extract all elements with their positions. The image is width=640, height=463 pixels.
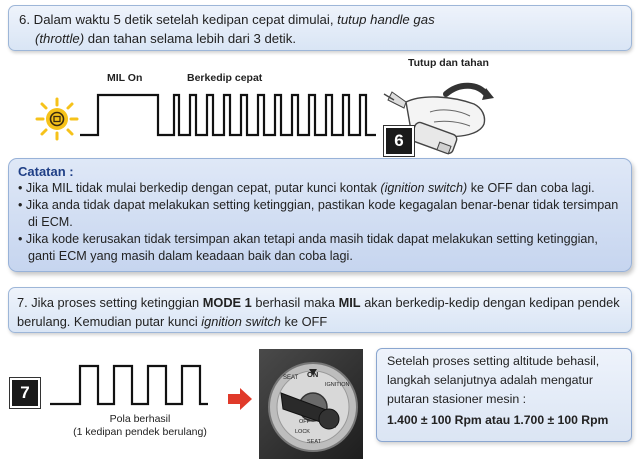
- notes-box: [8, 158, 632, 272]
- step7-number: 7.: [17, 295, 28, 310]
- note-item-1-ignition: (ignition switch): [380, 181, 468, 195]
- step7-mode: MODE 1: [202, 295, 252, 310]
- step6-text: [19, 10, 619, 48]
- idle-rpm-line: 1.400 ± 100 Rpm atau 1.700 ± 100 Rpm: [387, 413, 609, 427]
- mil-blink-waveform: [80, 90, 380, 140]
- switch-label-lock: LOCK: [295, 429, 310, 435]
- switch-label-seat: SEAT: [283, 375, 299, 381]
- pattern-caption-2: (1 kedipan pendek berulang): [73, 426, 207, 438]
- step6-number: 6.: [19, 12, 30, 27]
- pattern-caption-1: Pola berhasil: [109, 413, 171, 425]
- switch-label-ignition: IGNITION: [325, 382, 350, 388]
- step7-text-c: akan berkedip-kedip dengan kedipan pendek berulang. Kemudian putar kunci: [17, 295, 620, 329]
- switch-label-seat-lower: SEAT: [307, 439, 321, 445]
- arrow-right-icon: [228, 388, 252, 410]
- switch-label-on: ON: [307, 370, 319, 379]
- idle-info-box: [376, 348, 632, 442]
- step7-badge: 7: [10, 378, 40, 408]
- note-item-3-text: Jika kode kerusakan tidak tersimpan akan tetapi anda masih tidak dapat melakukan setting ketinggian, ganti ECM yang masih dalam keadaan baik dan coba lagi.: [25, 232, 598, 263]
- step7-text-a: Jika proses setting ketinggian: [31, 295, 200, 310]
- idle-info-text: Setelah proses setting altitude behasil, langkah selanjutnya adalah mengatur putaran stasioner mesin :: [387, 354, 600, 406]
- step6-throttle-term: (throttle): [35, 31, 85, 46]
- blink-fast-label: Berkedip cepat: [187, 72, 263, 84]
- step7-text-d: ke OFF: [284, 314, 328, 329]
- note-item-2-text: Jika anda tidak dapat melakukan setting ketinggian, pastikan kode kegagalan benar-benar tidak tersimpan di ECM.: [25, 198, 619, 229]
- success-blink-waveform: [50, 362, 210, 410]
- note-item-1-b: ke OFF dan coba lagi.: [470, 181, 595, 195]
- notes-title: Catatan :: [18, 164, 74, 179]
- step7-ignition-switch: ignition switch: [201, 314, 281, 329]
- step7-mil: MIL: [338, 295, 361, 310]
- note-bullet-3: •: [18, 232, 23, 246]
- note-bullet-2: •: [18, 198, 23, 212]
- pattern-caption: [50, 413, 230, 439]
- ignition-switch-photo: [259, 349, 363, 459]
- step7-text-b: berhasil maka: [255, 295, 336, 310]
- mil-on-label: MIL On: [107, 72, 143, 84]
- step6-throttle-close: tutup handle gas: [337, 12, 435, 27]
- note-bullet-1: •: [18, 181, 23, 195]
- switch-label-off: OFF: [299, 419, 310, 425]
- note-item-2: [18, 197, 623, 231]
- step6-text-end: dan tahan selama lebih dari 3 detik.: [87, 31, 296, 46]
- note-item-1-a: Jika MIL tidak mulai berkedip dengan cepat, putar kunci kontak: [25, 181, 377, 195]
- step6-badge: 6: [384, 126, 414, 156]
- step7-box: [8, 287, 632, 333]
- step6-box: [8, 5, 632, 51]
- note-item-1: [18, 180, 623, 197]
- step7-text: [17, 293, 625, 331]
- hold-label: Tutup dan tahan: [408, 57, 489, 69]
- mil-indicator-icon: [34, 96, 80, 142]
- note-item-3: [18, 231, 623, 265]
- step6-text-plain: Dalam waktu 5 detik setelah kedipan cepat dimulai,: [33, 12, 334, 27]
